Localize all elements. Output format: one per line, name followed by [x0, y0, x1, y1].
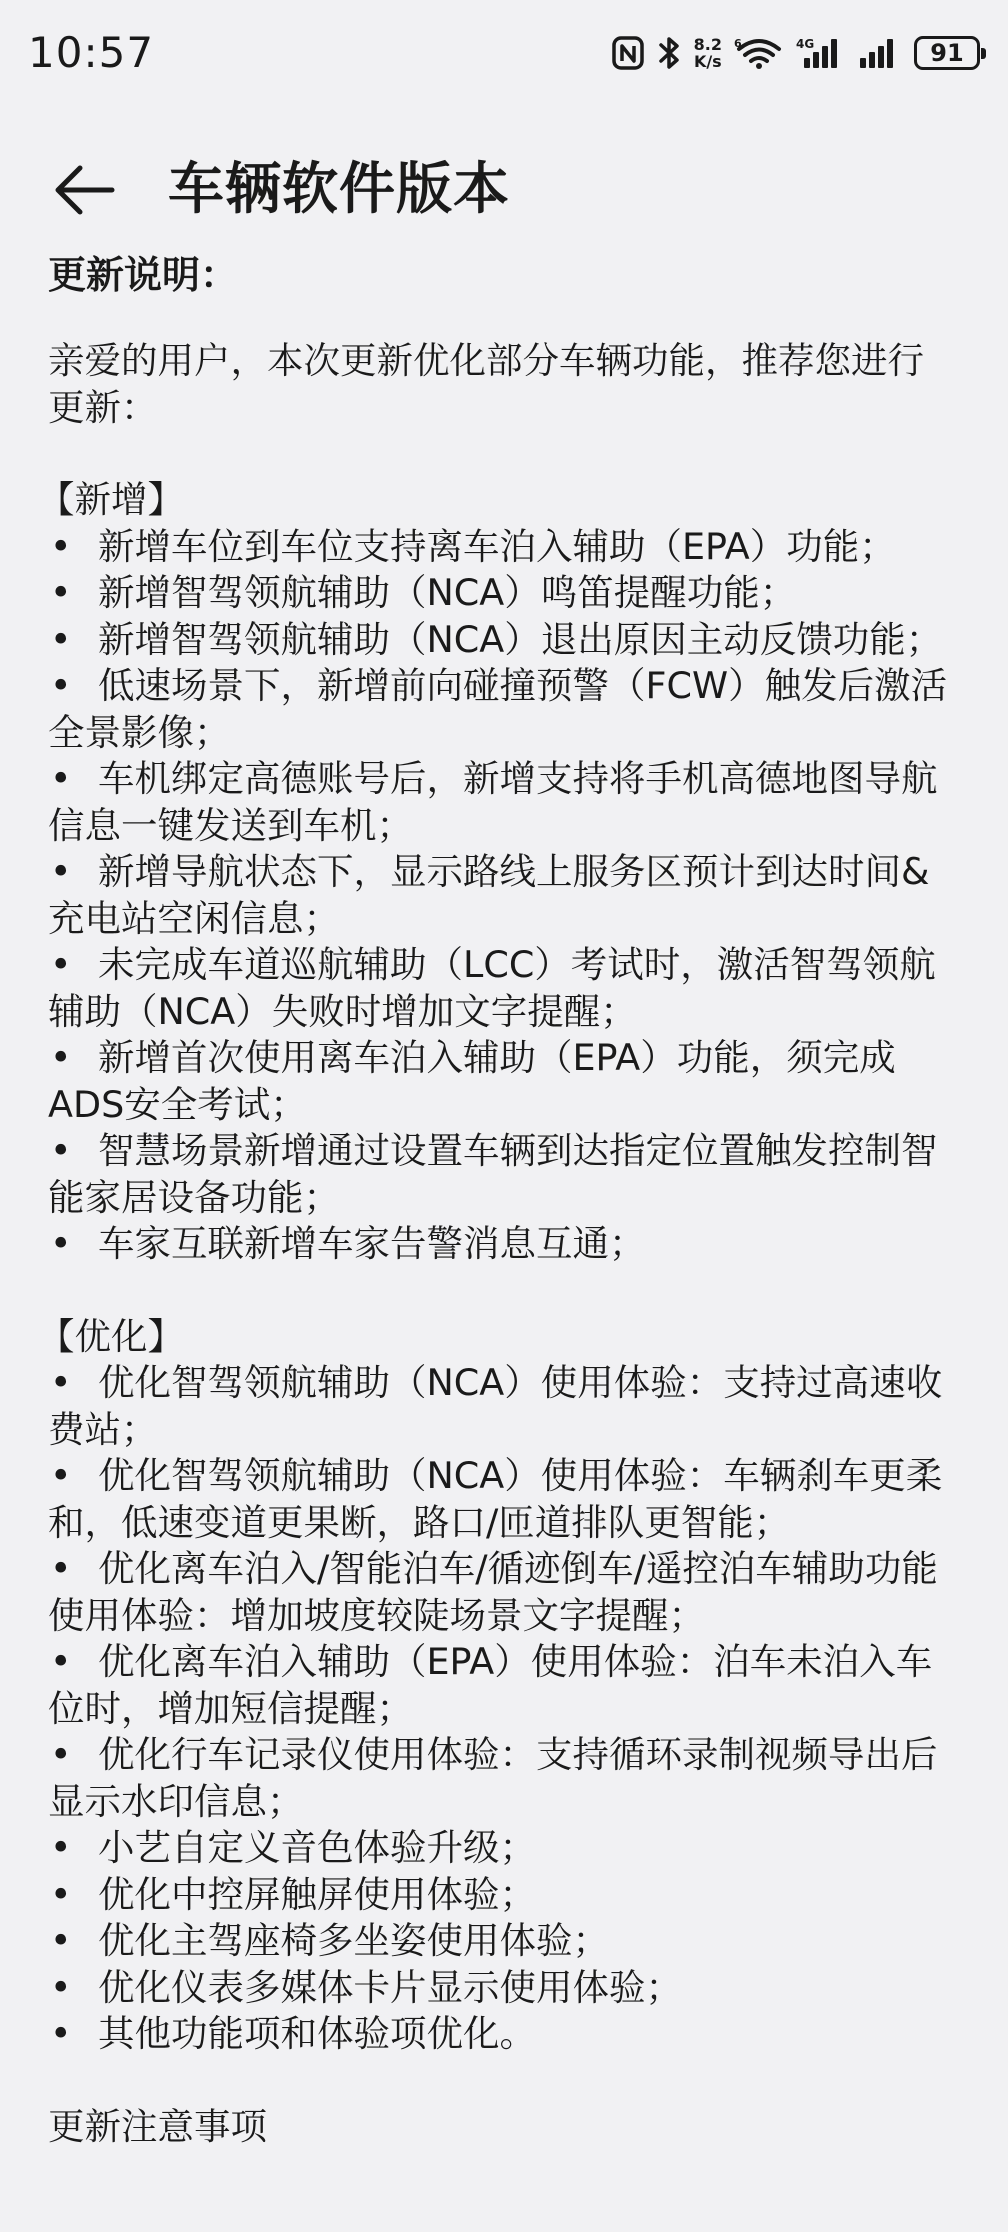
list-item-text: 车家互联新增车家告警消息互通； — [98, 1222, 646, 1265]
list-item — [48, 942, 960, 1035]
list-item — [48, 1639, 960, 1732]
list-item-text: 低速场景下，新增前向碰撞预警（FCW）触发后激活全景影像； — [48, 664, 948, 754]
list-item — [48, 570, 960, 617]
list-item-text: 优化离车泊入/智能泊车/循迹倒车/遥控泊车辅助功能使用体验：增加坡度较陡场景文字提醒； — [48, 1547, 938, 1637]
net-speed — [694, 36, 722, 70]
list-item — [48, 663, 960, 756]
bullet: • — [50, 2012, 72, 2055]
list-item — [48, 1732, 960, 1825]
bullet: • — [50, 1872, 72, 1916]
list-item — [48, 1825, 960, 1872]
list-item-text: 优化离车泊入辅助（EPA）使用体验：泊车未泊入车位时，增加短信提醒； — [48, 1640, 933, 1730]
bullet: • — [50, 1965, 72, 2009]
list-item — [48, 2011, 960, 2058]
bullet: • — [50, 850, 72, 893]
list-item-text: 新增导航状态下，显示路线上服务区预计到达时间&充电站空闲信息； — [48, 850, 930, 940]
list-item-text: 优化智驾领航辅助（NCA）使用体验：车辆刹车更柔和，低速变道更果断，路口/匝道排队更智能； — [48, 1454, 943, 1544]
list-item-text: 优化行车记录仪使用体验：支持循环录制视频导出后显示水印信息； — [48, 1733, 938, 1823]
notice-heading: 更新注意事项 — [48, 2104, 267, 2148]
list-item-text: 新增车位到车位支持离车泊入辅助（EPA）功能； — [98, 524, 896, 568]
list-item-text: 新增首次使用离车泊入辅助（EPA）功能，须完成ADS安全考试； — [48, 1036, 896, 1126]
bullet: • — [50, 664, 72, 707]
list-item — [48, 1035, 960, 1128]
bullet: • — [50, 1640, 72, 1683]
list-item-text: 优化仪表多媒体卡片显示使用体验； — [98, 1965, 682, 2009]
optimized-group — [38, 1314, 960, 2058]
bullet: • — [50, 1454, 72, 1497]
added-group — [38, 477, 960, 1268]
list-item — [48, 524, 960, 571]
bullet: • — [50, 1919, 72, 1962]
wifi-icon — [734, 36, 784, 70]
bullet: • — [50, 1036, 72, 1079]
list-item — [48, 1918, 960, 1965]
back-button[interactable] — [44, 154, 124, 226]
bullet: • — [50, 1826, 72, 1869]
nfc-icon — [612, 36, 644, 70]
bullet: • — [50, 1129, 72, 1172]
group-title-optimized: 【优化】 — [38, 1314, 184, 1358]
page-title: 车辆软件版本 — [168, 157, 510, 222]
list-item-text: 车机绑定高德账号后，新增支持将手机高德地图导航信息一键发送到车机； — [48, 757, 938, 847]
list-item — [48, 1546, 960, 1639]
signal-4g-icon — [796, 36, 844, 70]
net-speed-unit: K/s — [693, 52, 722, 71]
battery-icon — [914, 36, 980, 70]
bullet: • — [50, 1222, 72, 1265]
status-time: 10:57 — [28, 28, 155, 77]
list-item — [48, 1221, 960, 1268]
bullet: • — [50, 571, 72, 614]
signal-icon — [856, 36, 902, 70]
list-item-text: 未完成车道巡航辅助（LCC）考试时，激活智驾领航辅助（NCA）失败时增加文字提醒； — [48, 943, 936, 1033]
svg-text:4G: 4G — [796, 37, 815, 51]
list-item — [48, 1453, 960, 1546]
list-item-text: 智慧场景新增通过设置车辆到达指定位置触发控制智能家居设备功能； — [48, 1129, 938, 1219]
svg-text:6: 6 — [734, 37, 742, 50]
bluetooth-icon — [656, 36, 682, 70]
status-icons — [612, 30, 980, 76]
list-item — [48, 1872, 960, 1919]
bullet: • — [50, 1361, 72, 1404]
bullet: • — [50, 617, 72, 661]
list-item-text: 其他功能项和体验项优化。 — [98, 2012, 536, 2055]
bullet: • — [50, 757, 72, 800]
list-item — [48, 1360, 960, 1453]
bullet: • — [50, 943, 72, 986]
intro-text: 亲爱的用户，本次更新优化部分车辆功能，推荐您进行更新： — [48, 339, 924, 429]
section-heading: 更新说明： — [48, 253, 239, 297]
list-item-text: 小艺自定义音色体验升级； — [98, 1826, 536, 1869]
list-item-text: 优化主驾座椅多坐姿使用体验； — [98, 1919, 609, 1962]
list-item — [48, 617, 960, 664]
list-item — [48, 849, 960, 942]
bullet: • — [50, 1547, 72, 1590]
bullet: • — [50, 524, 72, 568]
bullet: • — [50, 1733, 72, 1776]
back-arrow-icon — [52, 164, 116, 216]
battery-level: 91 — [930, 39, 964, 67]
list-item — [48, 1965, 960, 2012]
list-item-text: 新增智驾领航辅助（NCA）退出原因主动反馈功能； — [98, 617, 943, 661]
release-notes — [38, 252, 960, 2150]
status-bar — [0, 0, 1008, 110]
list-item — [48, 1128, 960, 1221]
list-item-text: 新增智驾领航辅助（NCA）鸣笛提醒功能； — [98, 571, 797, 614]
list-item-text: 优化中控屏触屏使用体验； — [98, 1872, 536, 1916]
group-title-added: 【新增】 — [38, 478, 184, 521]
net-speed-value: 8.2 — [693, 35, 722, 54]
list-item — [48, 756, 960, 849]
header — [0, 140, 1008, 240]
list-item-text: 优化智驾领航辅助（NCA）使用体验：支持过高速收费站； — [48, 1361, 943, 1451]
